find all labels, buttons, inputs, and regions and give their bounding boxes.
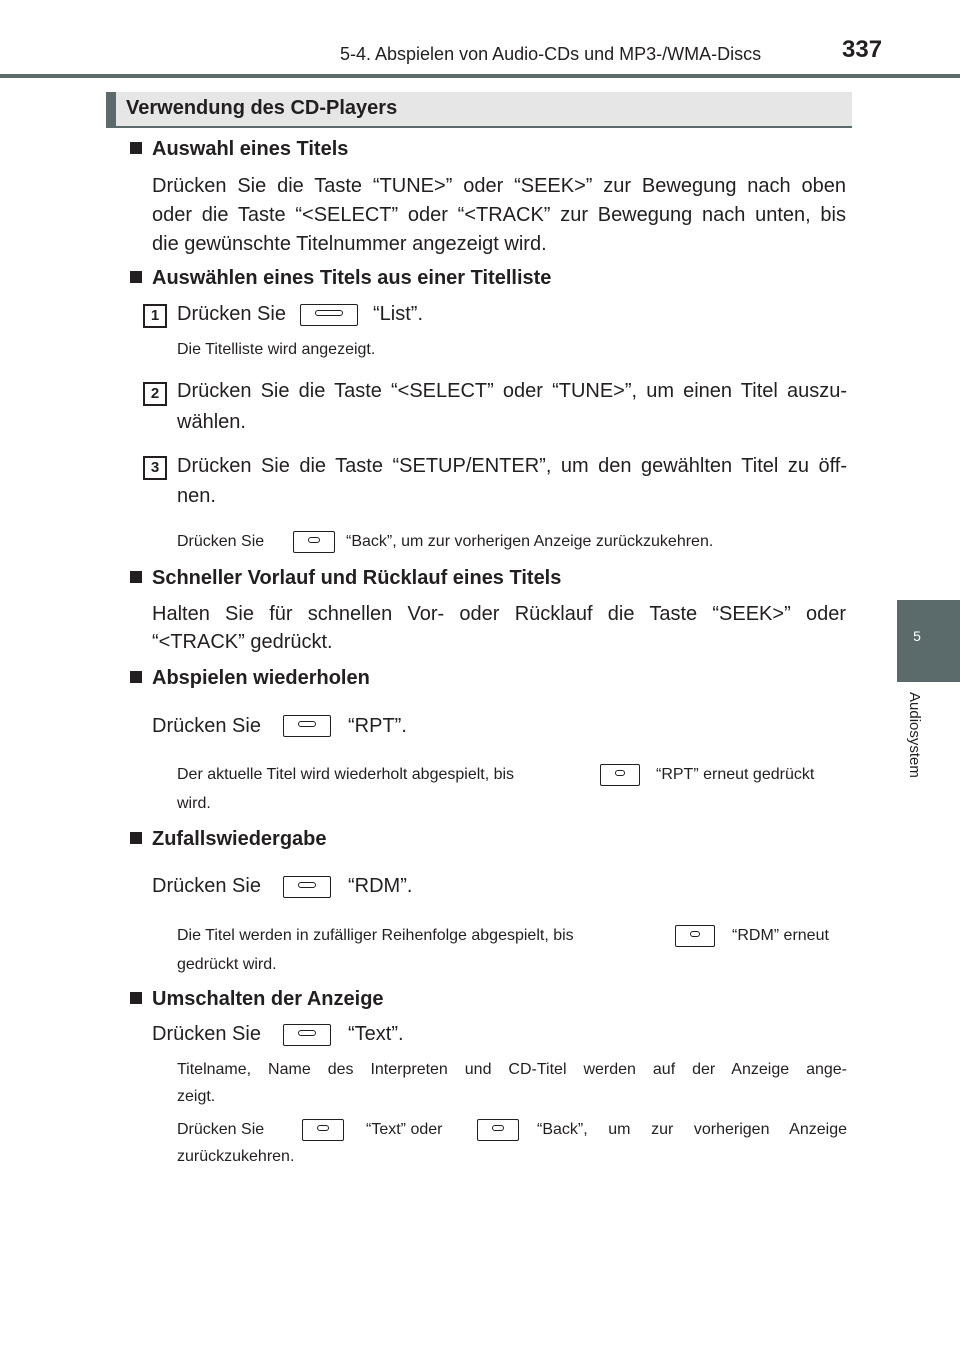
page-number: 337 — [842, 36, 883, 63]
note-text: Drücken Sie — [177, 1121, 265, 1138]
subheading-vorlauf-ruecklauf: Schneller Vorlauf und Rücklauf eines Titels — [130, 567, 561, 590]
step-number-1: 1 — [143, 304, 167, 328]
subheading-anzeige: Umschalten der Anzeige — [130, 988, 384, 1011]
instruction-text: Drücken Sie — [152, 875, 261, 897]
paragraph-line: die gewünschte Titelnummer angezeigt wird. — [152, 233, 547, 255]
text-button-icon — [283, 1024, 331, 1046]
instruction-text: Drücken Sie — [152, 1023, 261, 1045]
note-text: Titelname, Name des Interpreten und CD-Titel werden auf der Anzeige ange- — [177, 1061, 847, 1078]
note-text: “RDM” erneut — [732, 927, 829, 944]
note-text: zeigt. — [177, 1088, 216, 1105]
list-button-icon — [300, 304, 358, 326]
instruction-text: “Text”. — [348, 1023, 404, 1045]
section-title: Verwendung des CD-Players — [126, 97, 398, 119]
bullet-square-icon — [130, 832, 142, 844]
step-text: wählen. — [177, 411, 246, 433]
note-text: “Back”, um zur vorherigen Anzeige zurückzukehren. — [346, 533, 714, 550]
bullet-square-icon — [130, 271, 142, 283]
note-text: zurückzukehren. — [177, 1148, 295, 1165]
bullet-square-icon — [130, 671, 142, 683]
paragraph-line: “<TRACK” gedrückt. — [152, 631, 333, 653]
bullet-square-icon — [130, 571, 142, 583]
paragraph-line: oder die Taste “<SELECT” oder “<TRACK” zur Bewegung nach unten, bis — [152, 204, 846, 226]
section-title-accent — [106, 92, 116, 128]
step-number-3: 3 — [143, 456, 167, 480]
note-text: gedrückt wird. — [177, 956, 277, 973]
note-text: wird. — [177, 795, 211, 812]
header-rule — [0, 74, 960, 78]
back-button-icon — [293, 531, 335, 553]
step-text: Drücken Sie die Taste “SETUP/ENTER”, um den gewählten Titel zu öff- — [177, 455, 847, 477]
subheading-zufallswiedergabe: Zufallswiedergabe — [130, 828, 327, 851]
note-text: “Back”, um zur vorherigen Anzeige — [537, 1121, 847, 1138]
chapter-title: 5-4. Abspielen von Audio-CDs und MP3-/WMA-Discs — [340, 44, 762, 64]
text-button-icon — [302, 1119, 344, 1141]
rdm-button-icon — [675, 925, 715, 947]
bullet-square-icon — [130, 142, 142, 154]
rpt-button-icon — [283, 715, 331, 737]
note-text: “Text” oder — [366, 1121, 443, 1138]
note-text: Der aktuelle Titel wird wiederholt abgespielt, bis — [177, 766, 515, 783]
step-note: Die Titelliste wird angezeigt. — [177, 341, 376, 358]
step-text: Drücken Sie die Taste “<SELECT” oder “TUNE>”, um einen Titel auszu- — [177, 380, 847, 402]
step-text: nen. — [177, 485, 216, 507]
bullet-square-icon — [130, 992, 142, 1004]
step-number-2: 2 — [143, 382, 167, 406]
note-text: “RPT” erneut gedrückt — [656, 766, 815, 783]
subheading-wiederholen: Abspielen wiederholen — [130, 667, 370, 690]
subheading-titelliste: Auswählen eines Titels aus einer Titelliste — [130, 267, 551, 290]
note-text: Drücken Sie — [177, 533, 265, 550]
subheading-titel-auswahl: Auswahl eines Titels — [130, 138, 348, 161]
chapter-side-number: 5 — [913, 628, 921, 644]
paragraph-line: Drücken Sie die Taste “TUNE>” oder “SEEK>” zur Bewegung nach oben — [152, 175, 846, 197]
paragraph-line: Halten Sie für schnellen Vor- oder Rücklauf die Taste “SEEK>” oder — [152, 603, 846, 625]
step-text: Drücken Sie — [177, 303, 286, 325]
instruction-text: “RPT”. — [348, 715, 407, 737]
instruction-text: Drücken Sie — [152, 715, 261, 737]
step-text: “List”. — [373, 303, 423, 325]
instruction-text: “RDM”. — [348, 875, 413, 897]
note-text: Die Titel werden in zufälliger Reihenfolge abgespielt, bis — [177, 927, 574, 944]
chapter-side-label: Audiosystem — [906, 692, 923, 778]
back-button-icon — [477, 1119, 519, 1141]
rdm-button-icon — [283, 876, 331, 898]
rpt-button-icon — [600, 764, 640, 786]
